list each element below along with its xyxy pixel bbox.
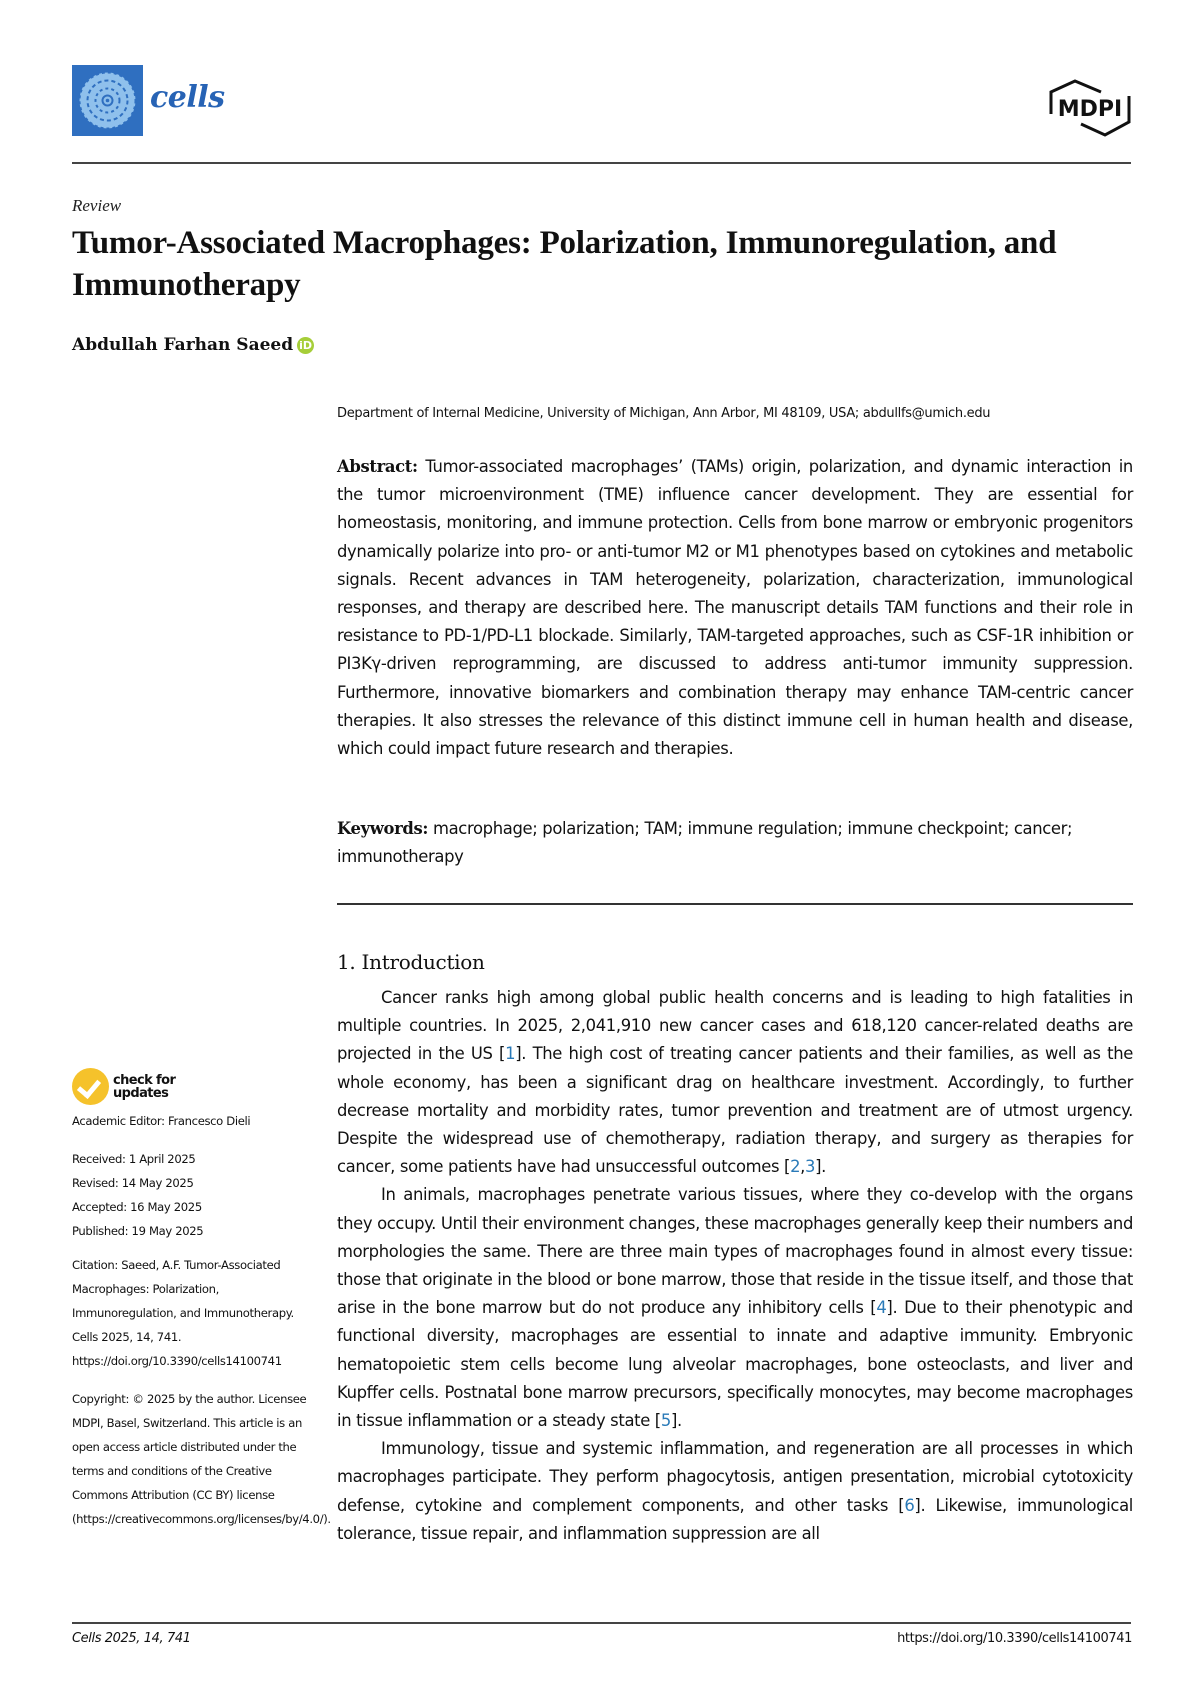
section-heading: 1. Introduction xyxy=(337,950,485,974)
text-run: ]. Due to their phenotypic and functional diversity, macrophages are essential to innate and adaptive immunity. Embryonic hematopoietic stem cells become lung alveolar macrophages, bone osteoclasts, and liver and Kupffer cells. Postnatal bone marrow precursors, specifically monocytes, may become macrophages in tissue inflammation or a steady state [ xyxy=(337,1298,1133,1431)
text-run: ]. The high cost of treating cancer patients and their families, as well as the whole economy, has been a significant drag on healthcare investment. Accordingly, to further decrease mortality and morbidity rates, tumor prevention and treatment are of utmost urgency. Despite the widespread use of chemotherapy, radiation therapy, and surgery as therapies for cancer, some patients have had unsuccessful outcomes [ xyxy=(337,1044,1133,1177)
citation-block: Citation: Saeed, A.F. Tumor-Associated Macrophages: Polarization, Immunoregulation, and Immunotherapy. Cells 2025, 14, 741. https://doi.org/10.3390/cells14100741 xyxy=(72,1258,294,1368)
text-run: ]. xyxy=(670,1411,682,1431)
svg-text:MDPI: MDPI xyxy=(1057,97,1123,122)
footer-journal-ref: Cells 2025, 14, 741 xyxy=(72,1631,191,1646)
text-run: , xyxy=(800,1157,806,1177)
citation-link[interactable]: 6 xyxy=(904,1495,915,1515)
checkmark-icon xyxy=(72,1068,109,1105)
keywords-text: macrophage; polarization; TAM; immune regulation; immune checkpoint; cancer; immunotherapy xyxy=(337,819,1073,867)
cell-logo-icon xyxy=(72,65,143,136)
header-divider xyxy=(72,162,1131,164)
journal-name[interactable]: cells xyxy=(150,80,225,115)
check-updates-line1: check for xyxy=(113,1072,176,1088)
citation-link[interactable]: 5 xyxy=(660,1411,671,1431)
abstract-label: Abstract: xyxy=(337,457,418,476)
check-updates-line2: updates xyxy=(113,1085,169,1101)
author-line xyxy=(72,335,314,355)
citation-link[interactable]: 1 xyxy=(505,1044,516,1064)
text-run: In animals, macrophages penetrate various tissues, where they co-develop with the organs they occupy. Until their environment changes, these macrophages generally keep their numbers and morphologies the same. There are three main types of macrophages found in almost every tissue: those that originate in the blood or bone marrow, those that reside in the tissue itself, and those that arise in the bone marrow but do not produce any inhibitory cells [ xyxy=(337,1185,1133,1318)
mdpi-logo[interactable] xyxy=(1045,78,1135,138)
citation-link[interactable]: 2 xyxy=(790,1157,801,1177)
date-revised: Revised: 14 May 2025 xyxy=(72,1176,194,1190)
text-run: ]. xyxy=(815,1157,827,1177)
paragraph xyxy=(337,984,1133,1181)
abstract-divider xyxy=(337,903,1133,905)
footer-divider xyxy=(72,1622,1131,1624)
journal-logo xyxy=(72,65,143,136)
date-published: Published: 19 May 2025 xyxy=(72,1224,204,1238)
copyright-block: Copyright: © 2025 by the author. Licensee MDPI, Basel, Switzerland. This article is an open access article distributed under the terms and conditions of the Creative Commons Attribution (CC BY) license (https://creativecommons.org/licenses/by/4.0/). xyxy=(72,1392,331,1526)
paragraph xyxy=(337,1181,1133,1435)
author-name[interactable]: Abdullah Farhan Saeed xyxy=(72,335,294,355)
check-updates-label xyxy=(113,1074,175,1100)
academic-editor: Academic Editor: Francesco Dieli xyxy=(72,1114,251,1128)
keywords-label: Keywords: xyxy=(337,819,429,838)
affiliation: Department of Internal Medicine, University of Michigan, Ann Arbor, MI 48109, USA; abdullfs@umich.edu xyxy=(337,406,991,421)
date-accepted: Accepted: 16 May 2025 xyxy=(72,1200,202,1214)
keywords xyxy=(337,815,1133,871)
text-run: ]. Likewise, immunological tolerance, tissue repair, and inflammation suppression are all xyxy=(337,1495,1133,1543)
publication-dates xyxy=(72,1147,322,1243)
article-type: Review xyxy=(72,196,122,215)
text-run: Immunology, tissue and systemic inflammation, and regeneration are all processes in which macrophages participate. They perform phagocytosis, antigen presentation, microbial cytotoxicity defense, cytokine and complement components, and other tasks [ xyxy=(337,1439,1133,1515)
orcid-icon[interactable]: iD xyxy=(297,337,314,354)
text-run: Cancer ranks high among global public health concerns and is leading to high fatalities in multiple countries. In 2025, 2,041,910 new cancer cases and 618,120 cancer-related deaths are projected in the US [ xyxy=(337,988,1133,1064)
check-for-updates-button[interactable] xyxy=(72,1068,175,1105)
citation-link[interactable]: 3 xyxy=(805,1157,816,1177)
section-body xyxy=(337,984,1133,1548)
article-title: Tumor-Associated Macrophages: Polarization, Immunoregulation, and Immunotherapy xyxy=(72,225,1057,303)
citation-link[interactable]: 4 xyxy=(876,1298,887,1318)
footer-doi-link[interactable]: https://doi.org/10.3390/cells14100741 xyxy=(897,1631,1132,1646)
abstract xyxy=(337,453,1133,763)
date-received: Received: 1 April 2025 xyxy=(72,1152,196,1166)
paragraph xyxy=(337,1435,1133,1548)
mdpi-hexagon-icon xyxy=(1045,78,1135,138)
abstract-text: Tumor-associated macrophages’ (TAMs) origin, polarization, and dynamic interaction in the tumor microenvironment (TME) influence cancer development. They are essential for homeostasis, monitoring, and immune protection. Cells from bone marrow or embryonic progenitors dynamically polarize into pro- or anti-tumor M2 or M1 phenotypes based on cytokines and metabolic signals. Recent advances in TAM heterogeneity, polarization, characterization, immunological responses, and therapy are described here. The manuscript details TAM functions and their role in resistance to PD-1/PD-L1 blockade. Similarly, TAM-targeted approaches, such as CSF-1R inhibition or PI3Kγ-driven reprogramming, are discussed to address anti-tumor immunity suppression. Furthermore, innovative biomarkers and combination therapy may enhance TAM-centric cancer therapies. It also stresses the relevance of this distinct immune cell in human health and disease, which could impact future research and therapies. xyxy=(337,457,1133,759)
